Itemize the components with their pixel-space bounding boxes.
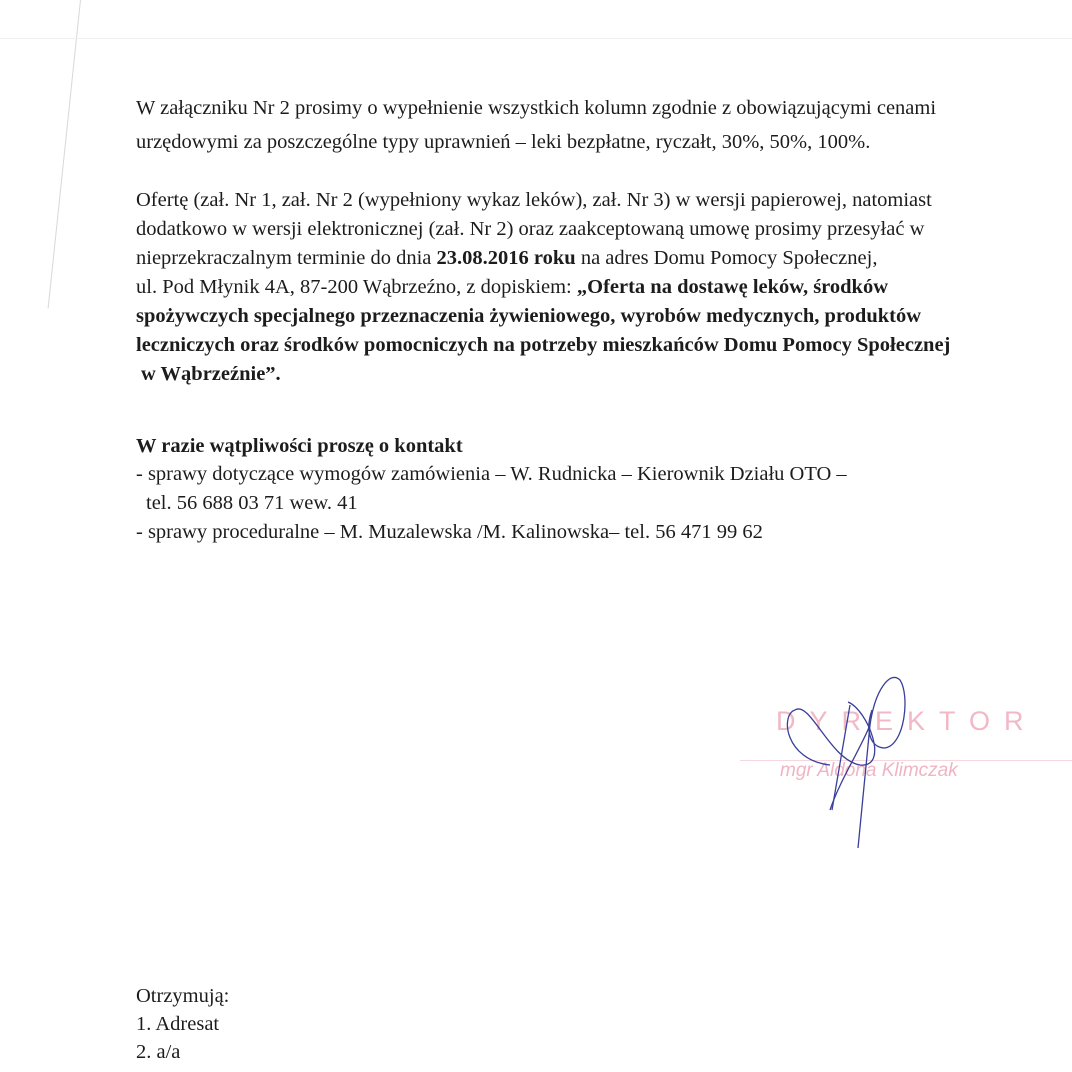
recipient-item: 2. a/a [136,1041,181,1063]
paragraph-1-line-2: urzędowymi za poszczególne typy uprawnień – leki bezpłatne, ryczałt, 30%, 50%, 100%. [136,131,871,153]
paragraph-1-line-1: W załączniku Nr 2 prosimy o wypełnienie wszystkich kolumn zgodnie z obowiązującymi cenami [136,97,937,119]
text: nieprzekraczalnym terminie do dnia [136,247,437,269]
deadline-date: 23.08.2016 roku [436,247,576,269]
contact-line: tel. 56 688 03 71 wew. 41 [146,492,358,514]
recipients-heading: Otrzymują: [136,985,230,1007]
paragraph-2-line-1: Ofertę (zał. Nr 1, zał. Nr 2 (wypełniony wykaz leków), zał. Nr 3) w wersji papierowej, natomiast [136,189,932,211]
paragraph-2-line-6: leczniczych oraz środków pomocniczych na potrzeby mieszkańców Domu Pomocy Społecznej [136,334,951,356]
stamp-name: mgr Aldona Klimczak [780,760,958,781]
paragraph-2-line-4 [136,275,888,299]
scan-edge-line [48,0,81,308]
contact-line: - sprawy proceduralne – M. Muzalewska /M. Kalinowska– tel. 56 471 99 62 [136,521,763,543]
text: ul. Pod Młynik 4A, 87-200 Wąbrzeźno, z dopiskiem: [136,276,577,298]
stamp-title: DYREKTOR [776,706,1038,736]
paragraph-2-line-2: dodatkowo w wersji elektronicznej (zał. Nr 2) oraz zaakceptowaną umowę prosimy przesyłać w [136,218,925,240]
offer-title: „Oferta na dostawę leków, środków [576,276,889,298]
contact-heading: W razie wątpliwości proszę o kontakt [136,435,463,457]
paragraph-2-line-7: w Wąbrzeźnie”. [141,363,281,385]
paragraph-2-line-3 [136,246,877,270]
recipient-item: 1. Adresat [136,1013,220,1035]
text: na adres Domu Pomocy Społecznej, [575,247,878,269]
signature-icon [740,670,1072,850]
paragraph-2-line-5: spożywczych specjalnego przeznaczenia żywieniowego, wyrobów medycznych, produktów [136,305,921,327]
contact-line: - sprawy dotyczące wymogów zamówienia – W. Rudnicka – Kierownik Działu OTO – [136,463,847,485]
scan-fold-line [0,38,1072,39]
